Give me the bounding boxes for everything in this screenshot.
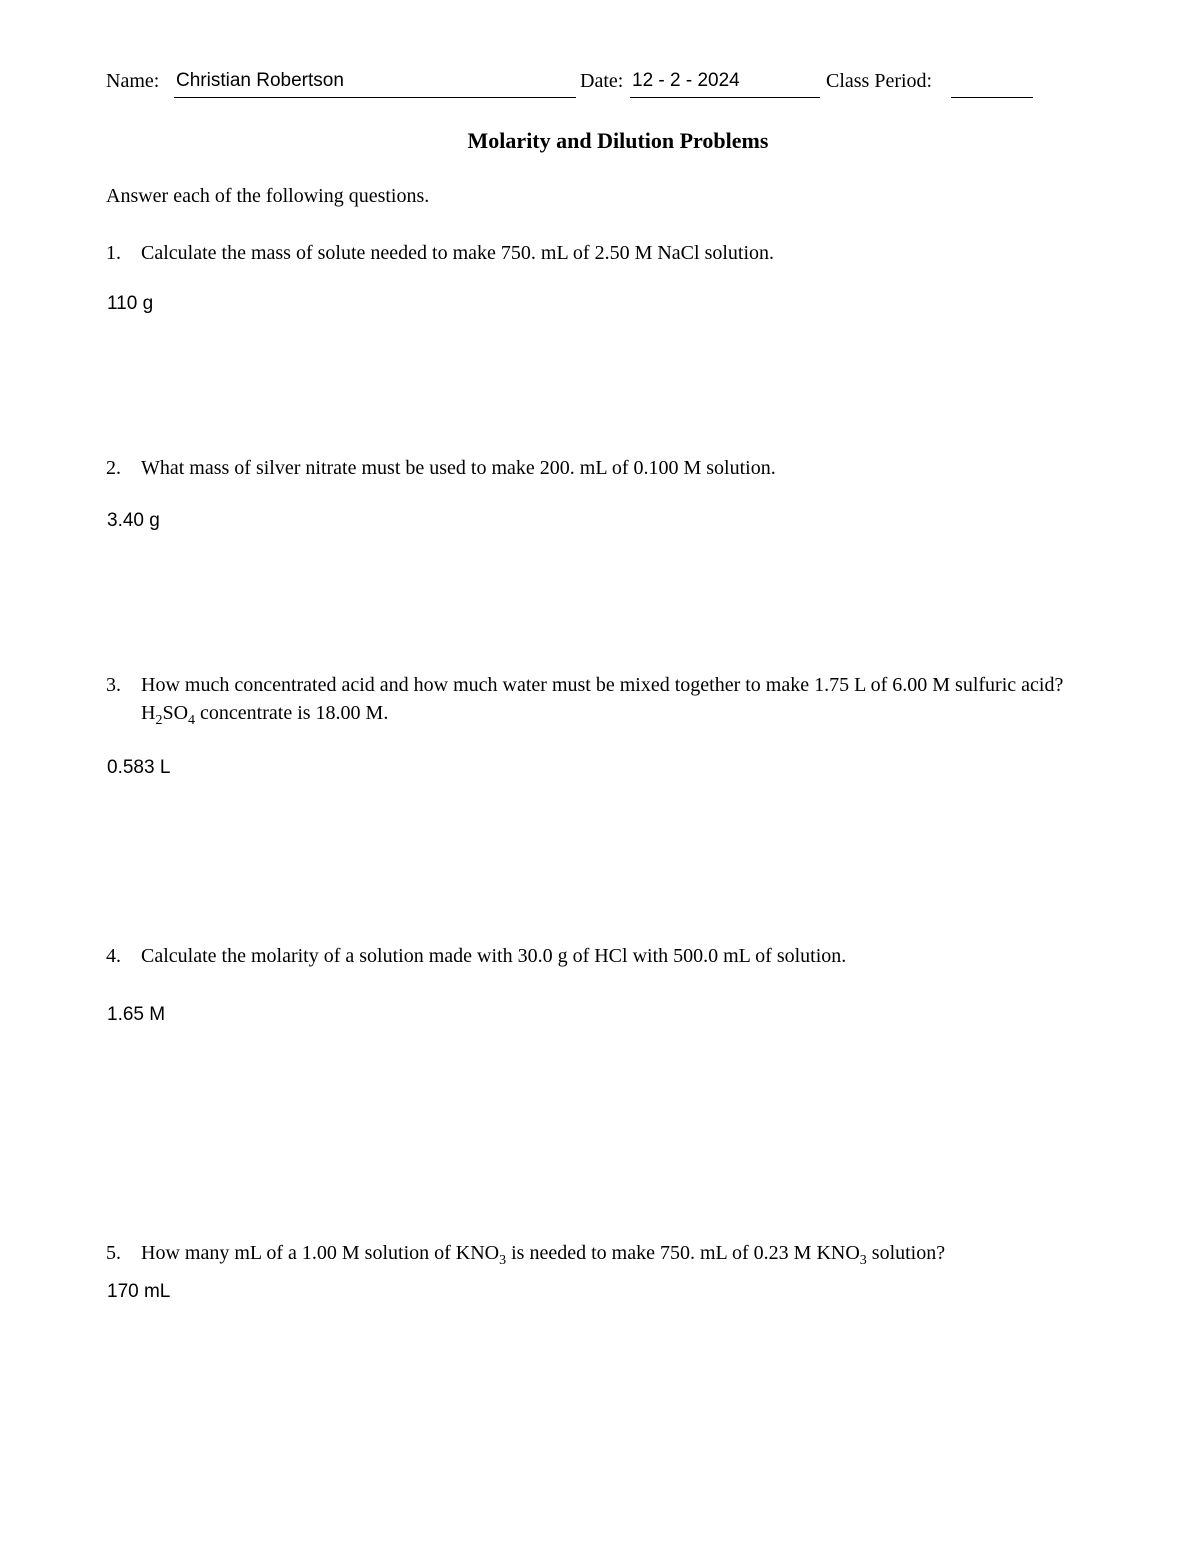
date-field[interactable]: 12 - 2 - 2024 (630, 70, 820, 98)
question-text: What mass of silver nitrate must be used to make 200. mL of 0.100 M solution. (141, 457, 776, 479)
question-number: 3. (106, 674, 121, 696)
question-3 (106, 671, 1116, 727)
question-5 (106, 1239, 1116, 1267)
question-number: 5. (106, 1242, 121, 1264)
question-2 (106, 454, 1116, 482)
question-text: How much concentrated acid and how much water must be mixed together to make 1.75 L of 6.00 M sulfuric acid? $H_2SO_4$ concentrate is 18.00 M. (141, 674, 1064, 728)
question-number: 2. (106, 457, 121, 479)
answer-3: 0.583 L (107, 757, 171, 778)
question-4 (106, 942, 1116, 970)
answer-1: 110 g (107, 293, 154, 314)
instructions: Answer each of the following questions. (106, 185, 430, 207)
header-line (106, 70, 1046, 102)
question-number: 4. (106, 945, 121, 967)
name-field[interactable]: Christian Robertson (174, 70, 576, 98)
question-text: Calculate the mass of solute needed to make 750. mL of 2.50 M NaCl solution. (141, 242, 775, 264)
answer-2: 3.40 g (107, 510, 160, 531)
answer-5: 170 mL (107, 1281, 171, 1302)
answer-4: 1.65 M (107, 1004, 166, 1025)
question-text: How many mL of a 1.00 M solution of $KNO_3$ is needed to make 750. mL of 0.23 M $KNO_3$ solution? (141, 1242, 946, 1268)
page-title: Molarity and Dilution Problems (467, 128, 769, 153)
class-period-label: Class Period: (826, 70, 933, 92)
date-label: Date: (580, 70, 624, 92)
question-number: 1. (106, 242, 121, 264)
name-label: Name: (106, 70, 160, 92)
class-period-field[interactable] (951, 70, 1033, 98)
question-1 (106, 239, 1116, 267)
question-text: Calculate the molarity of a solution made with 30.0 g of HCl with 500.0 mL of solution. (141, 945, 847, 967)
